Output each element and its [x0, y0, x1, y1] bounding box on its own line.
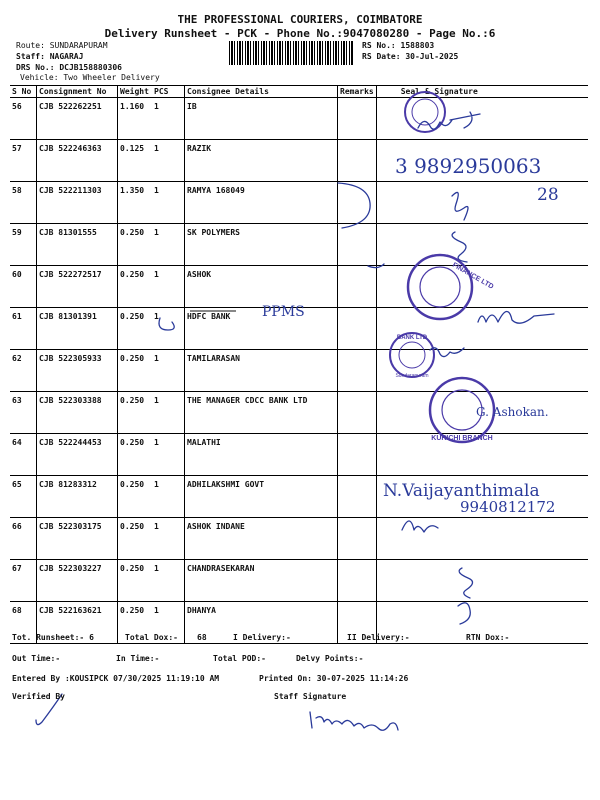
verified-by: Verified By: [12, 692, 65, 701]
total-dox-value: 68: [197, 633, 207, 642]
cell-weight: 0.250: [118, 560, 153, 602]
total-pod: Total POD:-: [213, 654, 266, 663]
cell-weight: 1.160: [118, 98, 153, 140]
cell-sno: 59: [10, 224, 37, 266]
printed-on: Printed On: 30-07-2025 11:14:26: [259, 674, 409, 683]
round-stamp-row56: [405, 92, 445, 132]
company-title: THE PROFESSIONAL COURIERS, COIMBATORE: [177, 13, 423, 26]
cell-sno: 58: [10, 182, 37, 224]
cell-consignee: DHANYA: [185, 602, 338, 644]
cell-consignment: CJB 81301391: [37, 308, 118, 350]
cell-pcs: 1: [152, 434, 185, 476]
cell-consignee: SK POLYMERS: [185, 224, 338, 266]
cell-sno: 62: [10, 350, 37, 392]
cell-pcs: 1: [152, 224, 185, 266]
cell-weight: 1.350: [118, 182, 153, 224]
handwritten-ashok: G. Ashokan.: [476, 405, 549, 419]
cell-consignment: CJB 522211303: [37, 182, 118, 224]
ii-delivery: II Delivery:-: [347, 633, 410, 642]
bank-stamp-text: BANK LTD: [396, 335, 428, 341]
i-delivery: I Delivery:-: [233, 633, 291, 642]
col-seal-signature: Seal & Signature: [376, 86, 588, 98]
cell-consignment: CJB 522303175: [37, 518, 118, 560]
mark-row61: [159, 318, 174, 330]
drs-label: DRS No.: DCJB158880306: [16, 63, 122, 72]
cell-consignment: CJB 522244453: [37, 434, 118, 476]
cell-consignee: ASHOK: [185, 266, 338, 308]
col-sno: S No: [10, 86, 37, 98]
rtn-dox: RTN Dox:-: [466, 633, 510, 642]
cell-sno: 56: [10, 98, 37, 140]
runsheet-subtitle: Delivery Runsheet - PCK - Phone No.:9047080280 - Page No.:6: [104, 27, 496, 40]
cell-pcs: 1: [152, 602, 185, 644]
cell-consignee: HDFC BANK: [185, 308, 338, 350]
rs-date-label: RS Date: 30-Jul-2025: [362, 52, 459, 61]
cell-weight: 0.250: [118, 392, 153, 434]
cell-consignment: CJB 522262251: [37, 98, 118, 140]
cell-weight: 0.250: [118, 224, 153, 266]
branch-stamp-text: KURICHI BRANCH: [431, 435, 493, 442]
scribble-row58: [452, 192, 468, 220]
cell-pcs: 1: [152, 560, 185, 602]
cell-weight: 0.250: [118, 518, 153, 560]
col-remarks: Remarks: [338, 86, 377, 98]
cell-consignment: CJB 81283312: [37, 476, 118, 518]
cell-sno: 57: [10, 140, 37, 182]
cell-pcs: 1: [152, 308, 185, 350]
cell-weight: 0.250: [118, 350, 153, 392]
handwritten-vaijayanthi: N.Vaijayanthimala: [383, 481, 540, 501]
handwritten-28: 28: [537, 185, 559, 205]
cell-weight: 0.250: [118, 266, 153, 308]
cell-pcs: 1: [152, 98, 185, 140]
handwritten-phone-1: 3 9892950063: [395, 154, 542, 178]
cell-weight: 0.250: [118, 308, 153, 350]
cell-consignment: CJB 522246363: [37, 140, 118, 182]
mark-row60: [368, 264, 384, 268]
bank-stamp: [390, 333, 434, 379]
staff-label: Staff: NAGARAJ: [16, 52, 84, 61]
signature-row66: [402, 521, 438, 532]
tot-runsheet: Tot. Runsheet:- 6: [12, 633, 94, 642]
cell-consignment: CJB 81301555: [37, 224, 118, 266]
col-consignee: Consignee Details: [185, 86, 338, 98]
cell-sno: 68: [10, 602, 37, 644]
cell-pcs: 1: [152, 182, 185, 224]
cell-consignee: ADHILAKSHMI GOVT: [185, 476, 338, 518]
cell-consignment: CJB 522303227: [37, 560, 118, 602]
cell-consignee: ASHOK INDANE: [185, 518, 338, 560]
cell-consignee: MALATHI: [185, 434, 338, 476]
cell-sno: 60: [10, 266, 37, 308]
cell-consignee: RAZIK: [185, 140, 338, 182]
cell-consignment: CJB 522163621: [37, 602, 118, 644]
cell-sno: 67: [10, 560, 37, 602]
staff-signature-mark: [310, 712, 398, 730]
cell-consignee: TAMILARASAN: [185, 350, 338, 392]
cell-weight: 0.250: [118, 476, 153, 518]
rs-no-label: RS No.: 1588803: [362, 41, 435, 50]
cell-weight: 0.125: [118, 140, 153, 182]
col-weight: Weight: [118, 86, 153, 98]
cell-pcs: 1: [152, 140, 185, 182]
bracket-mark-row58: [338, 183, 370, 228]
cell-pcs: 1: [152, 392, 185, 434]
col-pcs: PCS: [152, 86, 185, 98]
signature-row56: [418, 112, 480, 129]
col-consignment: Consignment No: [37, 86, 118, 98]
staff-signature-label: Staff Signature: [274, 692, 347, 701]
total-dox-label: Total Dox:-: [125, 633, 178, 642]
cell-consignee: CHANDRASEKARAN: [185, 560, 338, 602]
cell-pcs: 1: [152, 476, 185, 518]
cell-weight: 0.250: [118, 434, 153, 476]
in-time: In Time:-: [116, 654, 160, 663]
cell-sno: 66: [10, 518, 37, 560]
cell-consignee: RAMYA 168049: [185, 182, 338, 224]
delvy-points: Delvy Points:-: [296, 654, 364, 663]
scribble-row67: [459, 568, 472, 598]
cell-sno: 65: [10, 476, 37, 518]
handwritten-pms: PPMS: [262, 304, 305, 320]
cell-consignment: CJB 522272517: [37, 266, 118, 308]
sundarapuram-stamp-text: Sundarapuram: [395, 373, 429, 379]
handwritten-phone-2: 9940812172: [460, 498, 556, 516]
cell-consignment: CJB 522305933: [37, 350, 118, 392]
finance-stamp: [408, 255, 494, 319]
signature-row62: [430, 348, 464, 357]
out-time: Out Time:-: [12, 654, 61, 663]
vehicle-label: Vehicle: Two Wheeler Delivery: [20, 73, 160, 82]
entered-by: Entered By :KOUSIPCK 07/30/2025 11:19:10 AM: [12, 674, 220, 683]
cell-consignee: IB: [185, 98, 338, 140]
cell-pcs: 1: [152, 266, 185, 308]
cell-consignee: THE MANAGER CDCC BANK LTD: [185, 392, 338, 434]
cell-consignment: CJB 522303388: [37, 392, 118, 434]
scribble-row68: [458, 603, 470, 624]
route-label: Route: SUNDARAPURAM: [16, 41, 108, 50]
finance-stamp-text: FINANCE LTD: [451, 261, 495, 291]
cell-sno: 61: [10, 308, 37, 350]
cell-sno: 64: [10, 434, 37, 476]
cell-sno: 63: [10, 392, 37, 434]
cell-pcs: 1: [152, 350, 185, 392]
cell-weight: 0.250: [118, 602, 153, 644]
cell-pcs: 1: [152, 518, 185, 560]
signature-row61: [478, 311, 554, 323]
